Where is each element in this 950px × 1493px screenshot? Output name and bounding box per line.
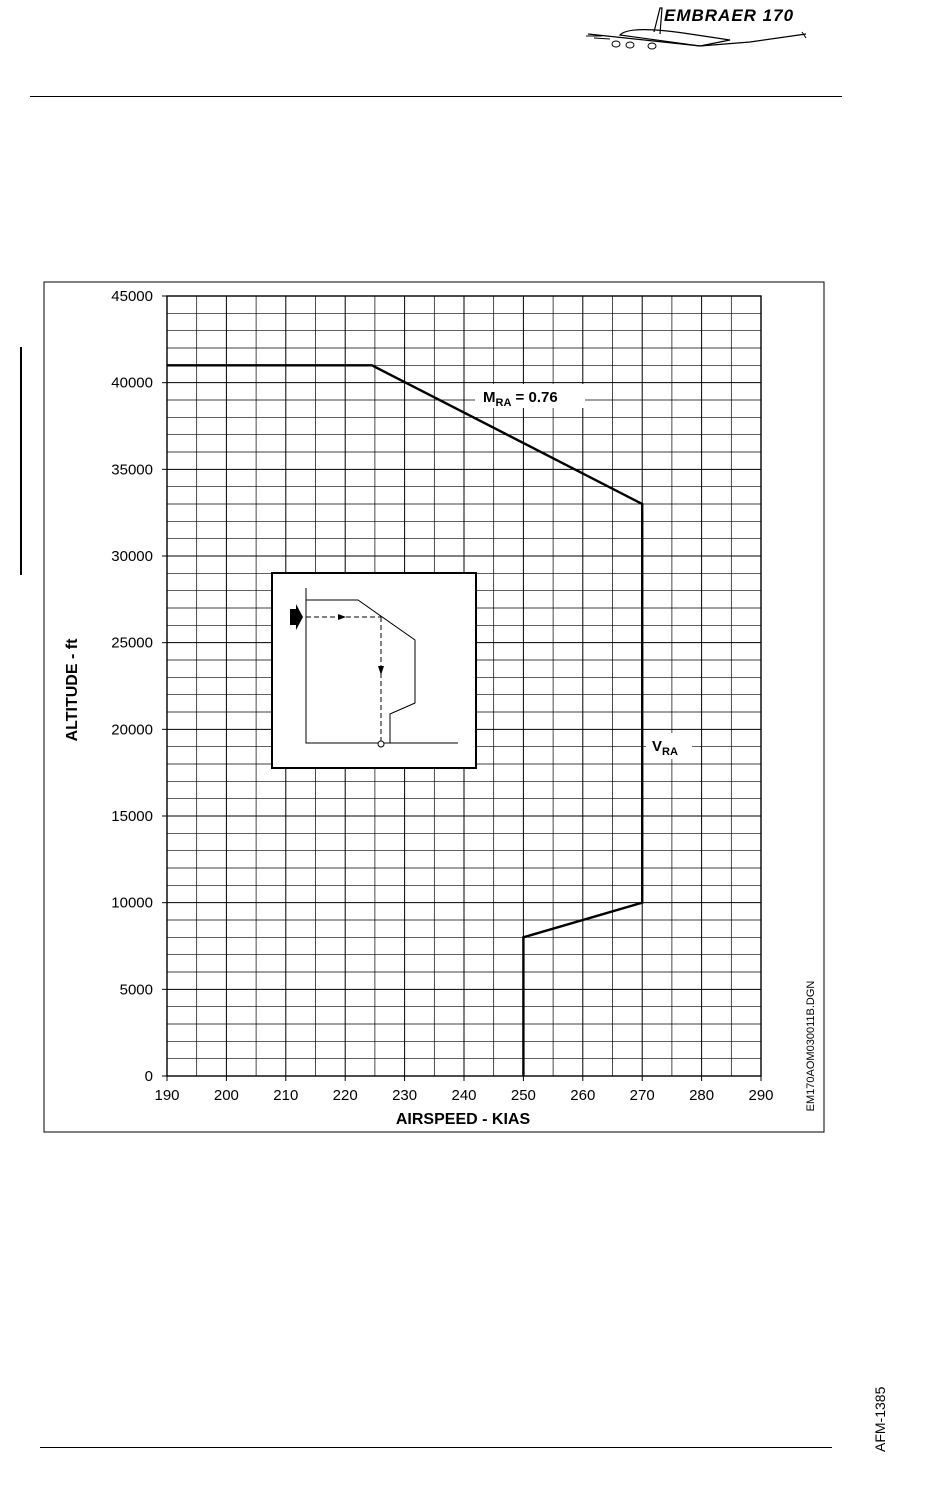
y-tick-label: 45000	[111, 288, 153, 305]
footer-divider	[40, 1447, 832, 1448]
y-tick-label: 5000	[119, 981, 153, 999]
x-tick-label: 210	[273, 1087, 299, 1104]
x-tick-label: 280	[689, 1087, 715, 1104]
mach-label-main: M	[483, 389, 496, 406]
x-tick-label: 270	[629, 1087, 655, 1104]
x-axis-title: AIRSPEED - KIAS	[395, 1111, 531, 1128]
y-tick-label: 10000	[111, 894, 153, 912]
y-tick-label: 35000	[111, 461, 153, 479]
page-identifier: AFM-1385	[872, 1386, 888, 1452]
mach-label-sub: RA	[495, 397, 512, 409]
y-tick-label: 20000	[111, 721, 153, 739]
y-tick-label: 30000	[111, 548, 153, 565]
vra-label	[646, 733, 692, 759]
x-tick-label: 260	[570, 1087, 596, 1104]
vra-label-sub: RA	[662, 746, 678, 758]
x-tick-label: 230	[392, 1087, 418, 1104]
x-tick-label: 220	[332, 1087, 358, 1104]
vra-label-main: V	[652, 738, 663, 755]
y-tick-label: 15000	[111, 808, 153, 825]
x-tick-label: 250	[510, 1087, 536, 1104]
brand-title: EMBRAER 170	[664, 6, 795, 25]
inset-result-marker	[378, 741, 384, 747]
y-tick-label: 0	[144, 1068, 153, 1085]
y-tick-label: 25000	[111, 634, 153, 652]
x-tick-label: 240	[451, 1087, 477, 1104]
mach-label-suffix: = 0.76	[511, 389, 558, 406]
y-tick-label: 40000	[111, 374, 153, 392]
mach-limit-label	[475, 384, 585, 409]
drawing-id: EM170AOM030011B.DGN	[805, 980, 817, 1112]
x-tick-label: 290	[748, 1087, 774, 1104]
x-tick-label: 200	[213, 1087, 239, 1104]
x-tick-label: 190	[154, 1087, 180, 1104]
y-axis-title: ALTITUDE - ft	[64, 638, 81, 742]
reading-guide-inset	[272, 573, 476, 768]
